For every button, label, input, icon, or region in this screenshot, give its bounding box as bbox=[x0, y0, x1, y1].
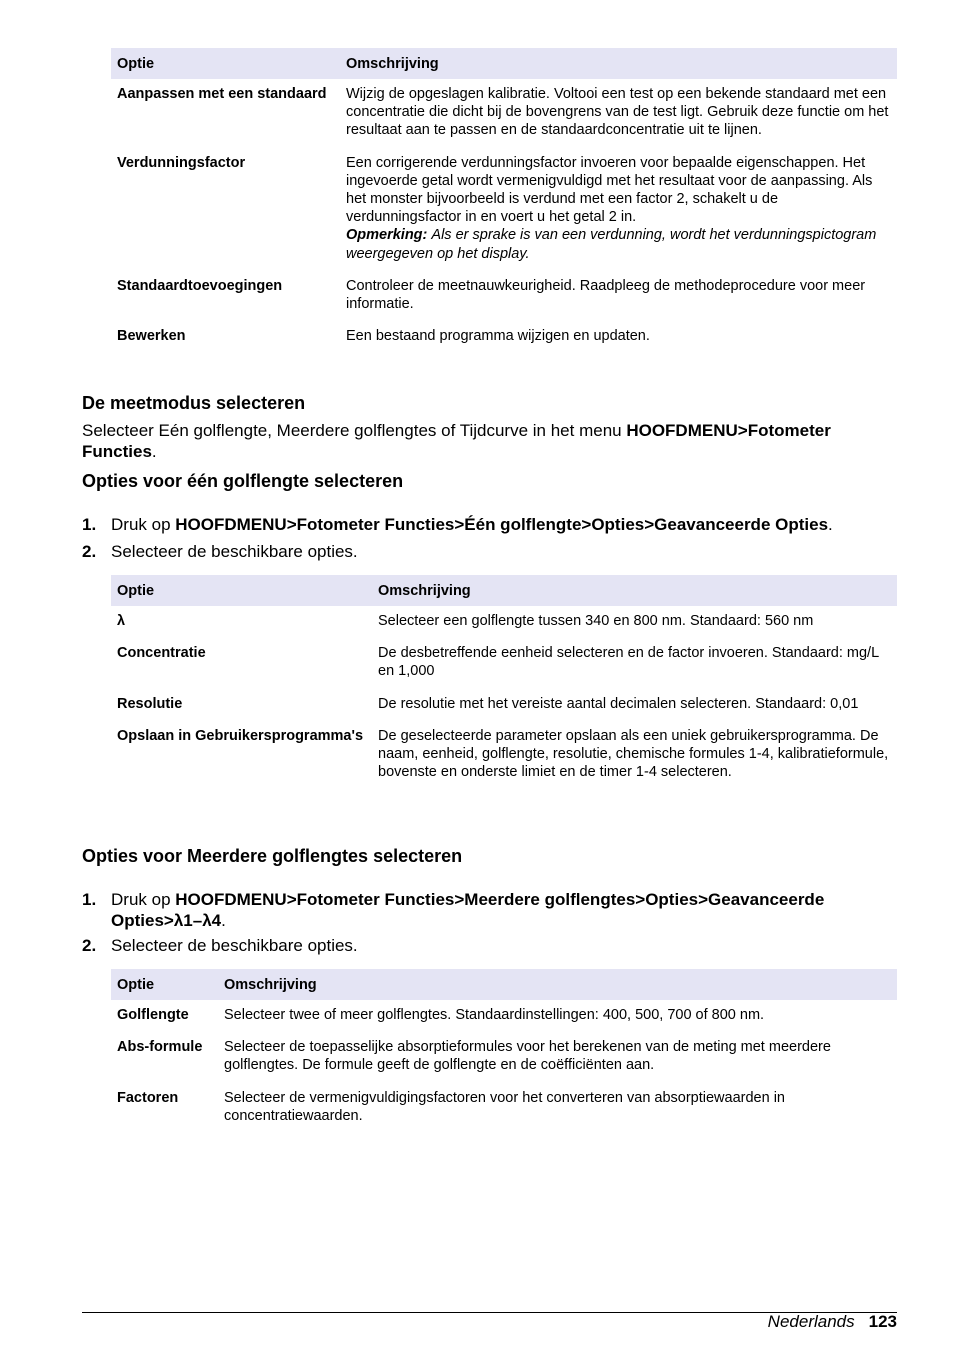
table-row bbox=[111, 271, 897, 321]
step-text: Selecteer de beschikbare opties. bbox=[111, 936, 358, 955]
option-description bbox=[340, 148, 897, 271]
column-header-description: Omschrijving bbox=[372, 575, 897, 606]
table-row bbox=[111, 638, 897, 688]
step-number: 2. bbox=[82, 936, 97, 955]
step-prefix: Druk op bbox=[111, 515, 176, 534]
options-table-calibration bbox=[111, 48, 897, 353]
table-row bbox=[111, 321, 897, 353]
table-header-row bbox=[111, 48, 897, 79]
step-number: 1. bbox=[82, 515, 97, 534]
step-text: Selecteer de beschikbare opties. bbox=[111, 542, 358, 561]
note-label: Opmerking: bbox=[346, 227, 428, 244]
table-row bbox=[111, 1083, 897, 1133]
menu-path: HOOFDMENU>Fotometer Functies>Meerdere golflengtes>Opties>Geavanceerde Opties>λ1–λ4 bbox=[111, 890, 825, 930]
option-description: Selecteer de vermenigvuldigingsfactoren voor het converteren van absorptiewaarden in concentratiewaarden. bbox=[224, 1089, 785, 1124]
table-row bbox=[111, 721, 897, 790]
table-header-row bbox=[111, 575, 897, 606]
option-name: λ bbox=[117, 613, 126, 629]
column-header-description: Omschrijving bbox=[340, 48, 897, 79]
section-title-measure-mode: De meetmodus selecteren bbox=[82, 393, 306, 413]
options-table-single-wavelength bbox=[111, 575, 897, 789]
option-name: Factoren bbox=[117, 1089, 179, 1106]
option-description: Wijzig de opgeslagen kalibratie. Voltooi een test op een bekende standaard met een concentratie die dicht bij de bovengrens van de test ligt. Gebruik deze functie om het resultaat aan te passen en de standaardconcentratie uit te lijnen. bbox=[346, 86, 889, 139]
option-description: Selecteer een golflengte tussen 340 en 800 nm. Standaard: 560 nm bbox=[378, 613, 814, 629]
option-name: Bewerken bbox=[117, 328, 186, 345]
option-name: Resolutie bbox=[117, 695, 183, 712]
table-row bbox=[111, 689, 897, 721]
table-header-row bbox=[111, 969, 897, 1000]
step-2 bbox=[82, 541, 897, 562]
step-text bbox=[111, 514, 897, 535]
step-1 bbox=[82, 889, 897, 931]
note-text: Als er sprake is van een verdunning, wordt het verdunningspictogram weergegeven op het display. bbox=[346, 227, 877, 262]
column-header-option: Optie bbox=[111, 48, 340, 79]
page-number: 123 bbox=[868, 1312, 897, 1331]
option-description: De desbetreffende eenheid selecteren en de factor invoeren. Standaard: mg/L en 1,000 bbox=[378, 645, 879, 680]
description-text: Een corrigerende verdunningsfactor invoeren voor bepaalde eigenschappen. Het ingevoerde getal wordt vermenigvuldigd met het resultaat voor de aanpassing. Als het monster bijvoorbeeld is verdund met een factor 2, schakelt u de verdunningsfactor in en voert u het getal 2 in. bbox=[346, 154, 873, 226]
section-title-single-wavelength: Opties voor één golflengte selecteren bbox=[82, 471, 404, 491]
table-row bbox=[111, 148, 897, 271]
step-punctuation: . bbox=[828, 515, 833, 534]
option-name: Standaardtoevoegingen bbox=[117, 277, 283, 294]
option-description: De resolutie met het vereiste aantal decimalen selecteren. Standaard: 0,01 bbox=[378, 695, 859, 712]
option-description: Selecteer twee of meer golflengtes. Standaardinstellingen: 400, 500, 700 of 800 nm. bbox=[224, 1007, 765, 1023]
option-description: Een bestaand programma wijzigen en updaten. bbox=[346, 328, 650, 345]
section-title-multiple-wavelengths: Opties voor Meerdere golflengtes selecteren bbox=[82, 846, 463, 866]
step-punctuation: . bbox=[221, 911, 226, 930]
table-row bbox=[111, 1000, 897, 1032]
table-row bbox=[111, 1032, 897, 1082]
option-name: Opslaan in Gebruikersprogramma's bbox=[117, 727, 364, 744]
menu-path: HOOFDMENU>Fotometer Functies>Één golflengte>Opties>Geavanceerde Opties bbox=[175, 515, 829, 534]
measure-mode-paragraph bbox=[82, 420, 897, 462]
option-description: De geselecteerde parameter opslaan als een uniek gebruikersprogramma. De naam, eenheid, golflengte, resolutie, chemische formules 1-4, kalibratieformule, bovenste en onderste limiet en de timer 1-4 selecteren. bbox=[378, 727, 889, 781]
option-name: Golflengte bbox=[117, 1007, 189, 1023]
step-text bbox=[111, 889, 897, 931]
options-table-multiple-wavelengths bbox=[111, 969, 897, 1133]
paragraph-text: Selecteer Eén golflengte, Meerdere golflengtes of Tijdcurve in het menu bbox=[82, 421, 627, 440]
step-prefix: Druk op bbox=[111, 890, 176, 909]
option-name: Concentratie bbox=[117, 645, 206, 662]
step-number: 2. bbox=[82, 542, 97, 561]
table-row bbox=[111, 79, 897, 148]
page-footer bbox=[768, 1312, 897, 1332]
step-2 bbox=[82, 935, 897, 956]
column-header-option: Optie bbox=[111, 575, 372, 606]
step-number: 1. bbox=[82, 890, 97, 909]
menu-path: HOOFDMENU>Fotometer Functies bbox=[82, 421, 831, 461]
column-header-description: Omschrijving bbox=[218, 969, 897, 1000]
column-header-option: Optie bbox=[111, 969, 218, 1000]
option-description: Selecteer de toepasselijke absorptieformules voor het berekenen van de meting met meerdere golflengtes. De formule geeft de golflengte en de coëfficiënten aan. bbox=[224, 1039, 831, 1074]
option-name: Aanpassen met een standaard bbox=[117, 86, 327, 102]
table-row bbox=[111, 606, 897, 638]
option-description: Controleer de meetnauwkeurigheid. Raadpleeg de methodeprocedure voor meer informatie. bbox=[346, 277, 866, 313]
paragraph-punctuation: . bbox=[151, 442, 157, 461]
footer-language: Nederlands bbox=[767, 1312, 855, 1331]
option-name: Abs-formule bbox=[117, 1039, 203, 1056]
option-name: Verdunningsfactor bbox=[117, 154, 246, 171]
step-1 bbox=[82, 514, 897, 535]
